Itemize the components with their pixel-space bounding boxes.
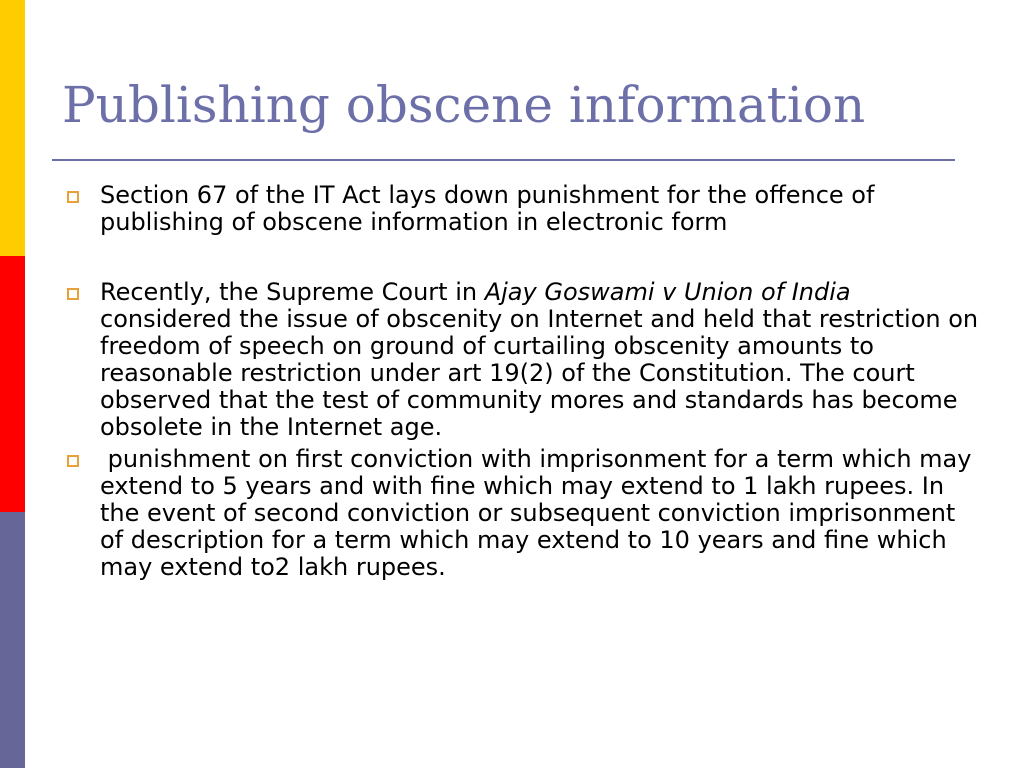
case-name: Ajay Goswami v Union of India xyxy=(484,278,851,306)
slide-body xyxy=(100,182,985,581)
hollow-square-bullet-icon xyxy=(67,455,79,467)
title-underline xyxy=(52,159,955,161)
bullet-text-before: Recently, the Supreme Court in xyxy=(100,278,485,306)
bullet-text: Section 67 of the IT Act lays down punishment for the offence of publishing of obscene information in electronic form xyxy=(100,181,875,236)
hollow-square-bullet-icon xyxy=(67,288,79,300)
bullet-text-after: considered the issue of obscenity on Internet and held that restriction on freedom of speech on ground of curtailing obscenity amounts to reasonable restriction under art 19(2) of the Constitution. The court observed that the test of community mores and standards has become obsolete in the Internet age. xyxy=(100,305,979,441)
hollow-square-bullet-icon xyxy=(67,191,79,203)
bullet-item xyxy=(100,279,985,441)
side-color-bar xyxy=(0,0,25,768)
side-bar-yellow-segment xyxy=(0,0,25,256)
bullet-item xyxy=(100,446,985,581)
side-bar-blue-segment xyxy=(0,512,25,768)
bullet-text: punishment on first conviction with imprisonment for a term which may extend to 5 years and with fine which may extend to 1 lakh rupees. In the event of second conviction or subsequent conviction imprisonment of description for a term which may extend to 10 years and fine which may extend to2 lakh rupees. xyxy=(100,445,980,581)
slide-title: Publishing obscene information xyxy=(62,76,866,134)
side-bar-red-segment xyxy=(0,256,25,512)
bullet-item xyxy=(100,182,985,236)
